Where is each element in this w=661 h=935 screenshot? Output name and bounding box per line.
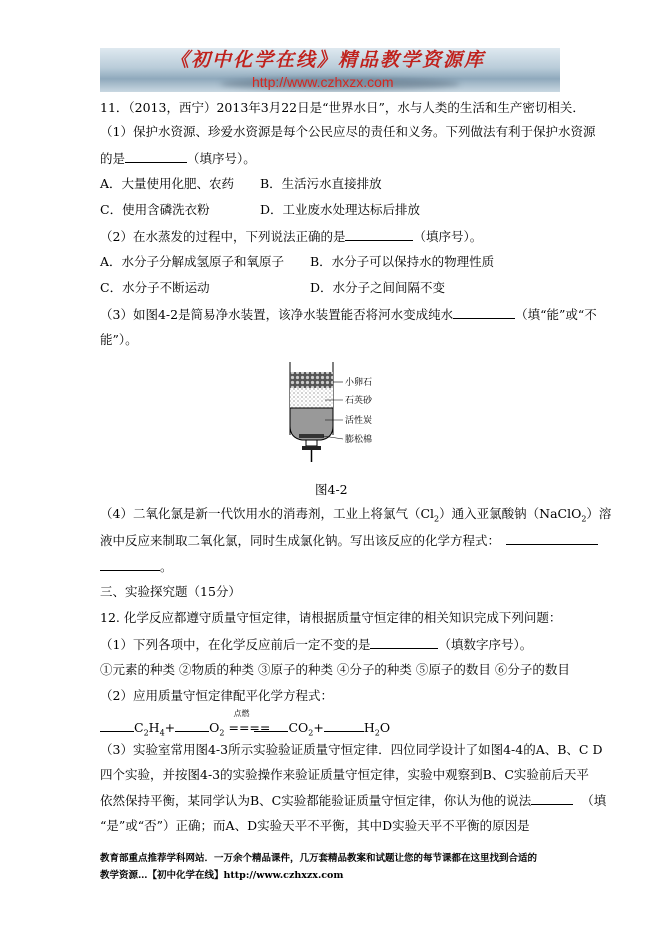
q11-p1-opt-d: D．工业废水处理达标后排放 <box>260 202 421 217</box>
q11-p2-opt-c: C．水分子不断运动 <box>100 280 210 295</box>
q12-p3-line3 <box>100 792 606 809</box>
condition: 点燃 <box>233 709 250 718</box>
text: 液中反应来制取二氧化氯，同时生成氯化钠。写出该反应的化学方程式： <box>100 533 501 548</box>
answer-blank[interactable] <box>453 306 515 319</box>
text: 的是 <box>100 151 126 166</box>
q12-p2: （2）应用质量守恒定律配平化学方程式： <box>100 688 333 703</box>
coef-blank[interactable] <box>324 719 364 732</box>
text: + <box>164 720 176 735</box>
footer-line2: 教学资源…【初中化学在线】http://www.czhxzx.com <box>100 870 344 881</box>
text: 依然保持平衡，某同学认为B、C实验都能验证质量守恒定律，你认为他的说法 <box>100 793 532 808</box>
text: （2）在水蒸发的过程中，下列说法正确的是 <box>100 229 346 244</box>
text: （填“能”或“不 <box>515 307 597 322</box>
q11-p2-opt-d: D．水分子之间间隔不变 <box>310 280 446 295</box>
q11-p1-line1: （1）保护水资源、珍爱水资源是每个公民应尽的责任和义务。下列做法有利于保护水资源 <box>100 124 596 139</box>
label-cotton: 膨松棉 <box>345 435 373 445</box>
water-filter-figure <box>285 360 405 465</box>
text: （1）下列各项中，在化学反应前后一定不变的是 <box>100 637 371 652</box>
q11-p1-opt-b: B．生活污水直接排放 <box>260 176 382 191</box>
label-activated-carbon: 活性炭 <box>345 416 373 426</box>
footer-line1: 教育部重点推荐学科网站．一万余个精品课件，几万套精品教案和试题让您的每节课都在这里找到合适的 <box>100 853 538 864</box>
banner-url: http://www.czhxzx.com <box>252 74 394 90</box>
banner-title: 《初中化学在线》精品教学资源库 <box>170 49 486 71</box>
q12-p1-options: ①元素的种类 ②物质的种类 ③原子的种类 ④分子的种类 ⑤原子的数目 ⑥分子的数目 <box>100 662 570 677</box>
text: CO <box>288 720 309 735</box>
text: C <box>134 720 144 735</box>
text: + <box>313 720 324 735</box>
text: ==== <box>228 720 271 735</box>
answer-blank[interactable] <box>100 558 160 571</box>
answer-blank[interactable] <box>370 636 438 649</box>
section-heading: 三、实验探究题（15分） <box>100 584 241 599</box>
q11-p2-opt-b: B．水分子可以保持水的物理性质 <box>310 254 495 269</box>
q12-p3-line1: （3）实验室常用图4-3所示实验验证质量守恒定律．四位同学设计了如图4-4的A、B、C D <box>100 742 603 757</box>
q11-p4-line1: （4）二氧化氯是新一代饮用水的消毒剂，工业上将氯气$(Cl_2)$通入亚氯酸钠（NaClO$_2$）溶 <box>100 506 612 524</box>
answer-blank[interactable] <box>531 792 573 805</box>
q12-p1-line <box>100 636 532 653</box>
text: （4）二氧化氯是新一代饮用水的消毒剂，工业上将氯气（Cl <box>100 506 435 521</box>
text: ）溶 <box>586 506 612 521</box>
q11-stem: 11．（2013，西宁）2013年3月22日是“世界水日”，水与人类的生活和生产密切相关． <box>100 100 585 115</box>
q11-p1-opt-c: C．使用含磷洗衣粉 <box>100 202 210 217</box>
text: （填序号）。 <box>413 229 483 244</box>
label-pebbles: 小卵石 <box>345 378 373 388</box>
answer-blank[interactable] <box>125 150 187 163</box>
answer-blank[interactable] <box>345 228 413 241</box>
text: （3）如图4-2是简易净水装置，该净水装置能否将河水变成纯水 <box>100 307 454 322</box>
figure-caption: 图4-2 <box>315 482 348 497</box>
q11-p1-line2 <box>100 150 256 167</box>
balance-equation: $C_2H_4+ O_2$ 点燃 ==== $CO_2+ H_2O$ <box>100 719 390 736</box>
site-banner <box>100 48 560 92</box>
q11-p1-opt-a: A．大量使用化肥、农药 <box>100 176 235 191</box>
q12-stem: 12. 化学反应都遵守质量守恒定律，请根据质量守恒定律的相关知识完成下列问题： <box>100 610 562 625</box>
text: H <box>363 720 375 735</box>
text: O <box>379 720 391 735</box>
pebble-layer <box>290 372 333 388</box>
q11-p3-line1 <box>100 306 597 323</box>
text: （填数字序号）。 <box>438 637 533 652</box>
text: 。 <box>160 559 173 574</box>
q11-p4-line2 <box>100 532 598 549</box>
q12-p3-line4: “是”或“否”）正确；而A、D实验天平不平衡，其中D实验天平不平衡的原因是 <box>100 818 530 833</box>
text: H <box>148 720 160 735</box>
coef-blank[interactable] <box>175 719 209 732</box>
q11-p2-line <box>100 228 482 245</box>
reaction-arrow <box>228 709 271 736</box>
text: （填序号）。 <box>187 151 256 166</box>
q11-p4-line3 <box>100 558 173 575</box>
q12-p3-line2: 四个实验，并按图4-3的实验操作来验证质量守恒定律，实验中观察到B、C实验前后天平 <box>100 767 589 782</box>
answer-blank[interactable] <box>506 532 598 545</box>
label-quartz-sand: 石英砂 <box>345 396 373 406</box>
text: O <box>209 720 220 735</box>
q11-p2-opt-a: A．水分子分解成氢原子和氧原子 <box>100 254 285 269</box>
text: （填 <box>581 793 607 808</box>
q11-p3-line2: 能”）。 <box>100 332 138 347</box>
sand-layer <box>290 388 333 408</box>
coef-blank[interactable] <box>100 719 134 732</box>
text: ）通入亚氯酸钠（NaClO <box>439 506 582 521</box>
